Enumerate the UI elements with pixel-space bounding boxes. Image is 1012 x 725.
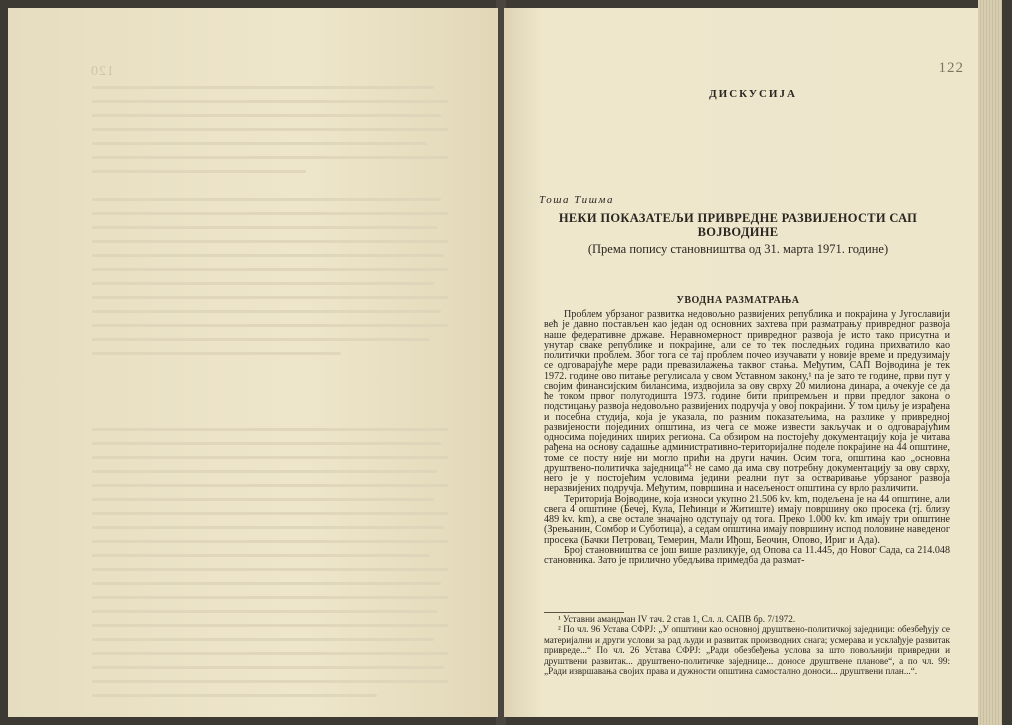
article-title: НЕКИ ПОКАЗАТЕЉИ ПРИВРЕДНЕ РАЗВИЈЕНОСТИ САП ВОЈВОДИНЕ [558,211,918,239]
page-number: 122 [938,60,964,76]
body-paragraph: Проблем убрзаног развитка недовољно развијених република и покрајина у Југославији већ је давно постављен као један од основних захтева при разматрању привредног развоја наше федеративне државе. Неравномерност привредног развоја је исто тако присутна и унутар сваке републике и покрајине, али се то тек последњих година прихватило као политички проблем. Због тога се тај проблем почео изучавати у новије време и предузимају се одговарајуће мере ради превазилажења таквог стања. Међутим, САП Војводина је тек 1972. године ово питање регулисала у свом Уставном закону,¹ па је зато те године, први пут у својим финансијским билансима, издвојила за ову сврху 20 милиона динара, а очекује се да ће током првог полугодишта 1973. године бити припремљен и први предлог закона о подстицању развоја недовољно развијених подручја у овој покрајини. У том циљу је израђена и посебна студија, која је указала, по разним показатељима, на разлике у привредној развијености појединих општина, из чега се може извести закључак и о одговарајућим односима појединих ширих региона. Са обзиром на постојећу документацију која је читава рађена на основу садашње административно-територијалне поделе покрајине на 44 општине, томе се посту није ни могло прићи на други начин. Осим тога, општина као „основна друштвено-политичка заједница“² не само да има сву потребну документацију за ову сврху, него је у постојећим условима једини реални пут за остваривање убрзаног развоја неразвијених подручја. Међутим, површина и насељеност општина су врло различити. [544,309,950,495]
body-paragraph: Број становништва се још више разликује, од Опова са 11.445, до Новог Сада, са 214.048 становника. Зато је прилично убедљива примедба да размат- [544,544,950,566]
page-stack-edge [978,0,1002,725]
footnote: ² По чл. 96 Устава СФРЈ: „У општини као основној друштвено-политичкој заједници: обезбеђују се материјални и други услови за рад људи и развитак производних снага; усмерава и усклађује развитак привреде...“ По чл. 26 Устава СФРЈ: „Ради обезбеђења услова за што повољнији привредни и друштвени развитак... друштвено-политичке заједнице... доносе друштвене планове“, а по чл. 99: „Ради извршавања својих права и дужности општина самостално доноси... друштвени план...“. [544,624,950,677]
section-title: ДИСКУСИЈА [709,88,797,100]
body-paragraph: Територија Војводине, која износи укупно 21.506 kv. km, подељена је на 44 општине, али свега 4 општине (Бечеј, Кула, Пећинци и Житиште) имају површину око просека (тј. близу 489 kv. km), а све остале значајно одступају од тога. Преко 1.000 kv. km имају три општине (Зрењанин, Сомбор и Суботица), а седам општина имају површину испод половине наведеног просека (Бачки Петровац, Темерин, Мали Иђош, Беочин, Опово, Ириг и Ада). [544,493,950,546]
right-page [504,8,1002,717]
left-page [8,8,498,717]
footnote: ¹ Уставни амандман IV тач. 2 став 1, Сл. л. САПВ бр. 7/1972. [558,614,796,624]
intro-heading: УВОДНА РАЗМАТРАЊА [676,295,800,306]
bleed-through-text-top [92,86,448,366]
bleed-through-text-bottom [92,428,448,708]
article-subtitle: (Према попису становништва од 31. марта 1971. године) [587,242,889,256]
article-body [544,310,950,566]
footnotes [544,614,950,676]
left-page-number-ghost: 120 [90,64,114,79]
footnote-divider [544,612,624,613]
author-name: Тоша Тишма [539,194,614,206]
